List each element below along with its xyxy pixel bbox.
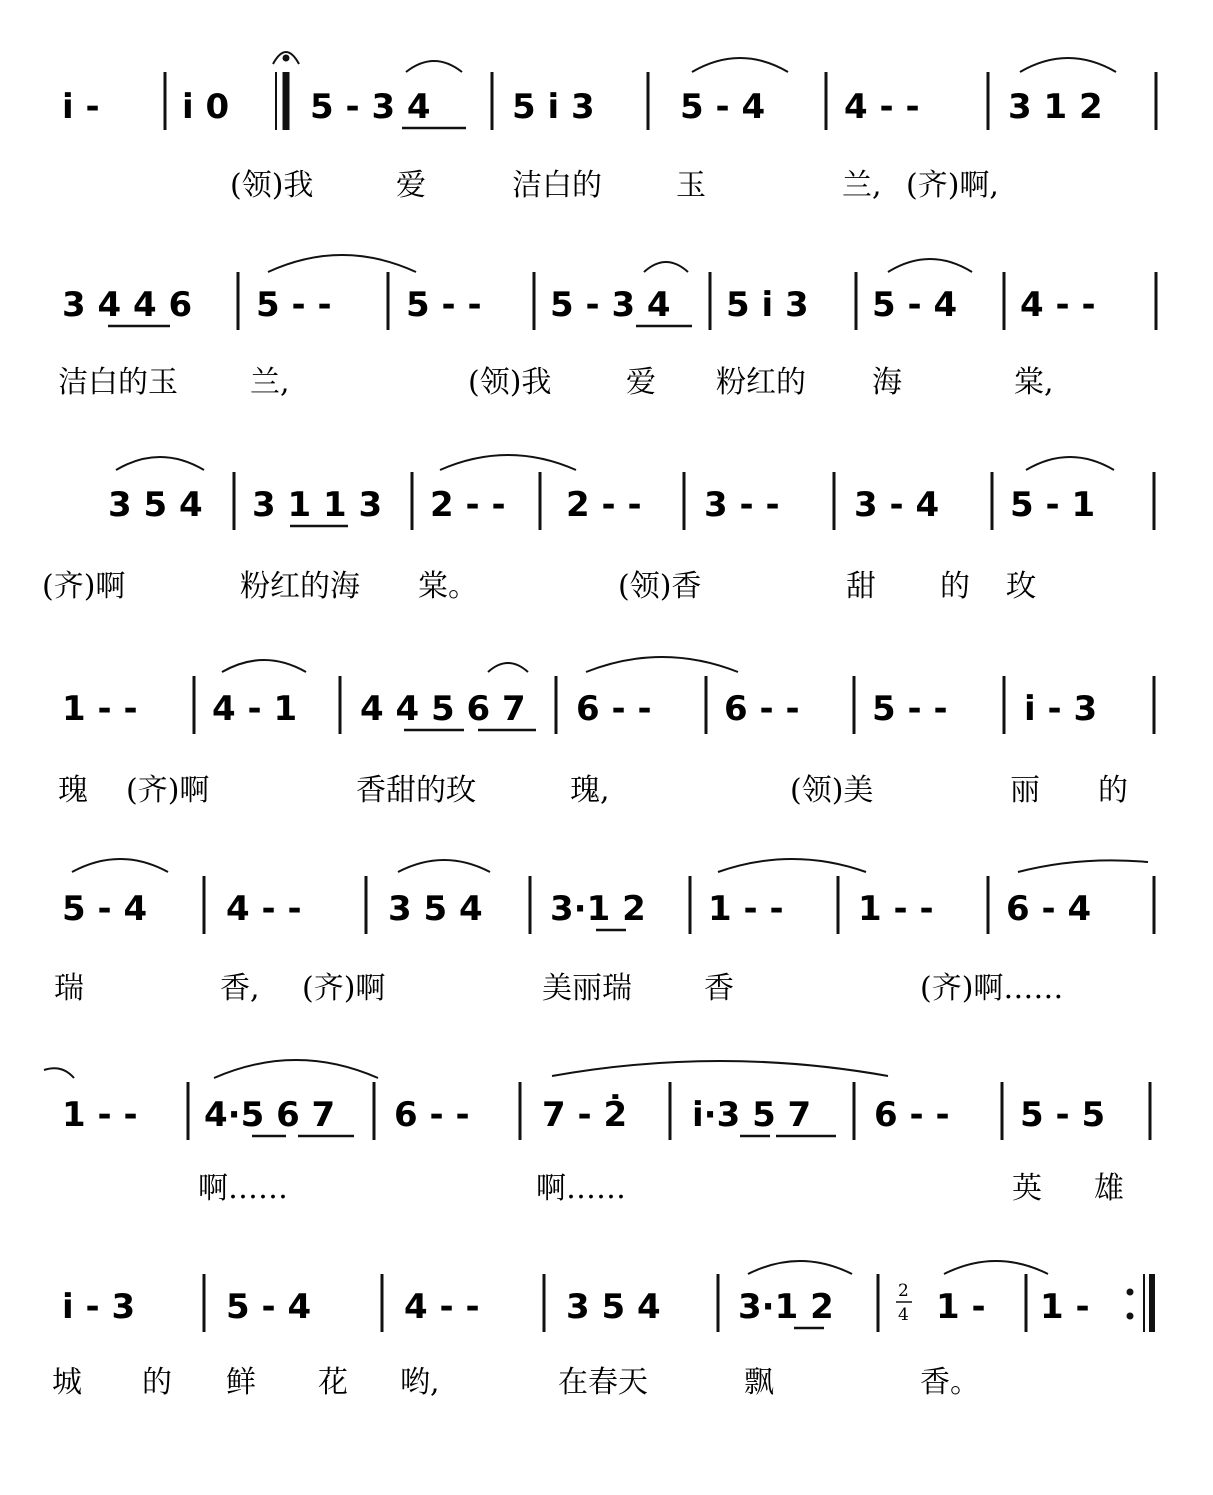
notes-line-1: i̇ - i̇ 0 5 - 3 4 5 i̇ 3 5 - 4 4 - - 3 1 2 xyxy=(62,87,1103,127)
system-1 xyxy=(62,52,1156,203)
repeat-dots xyxy=(1127,1289,1134,1320)
lyrics-line-4: 瑰 (齐)啊 香甜的玫 瑰, (领)美 丽 的 xyxy=(58,773,1128,808)
lyrics-line-2: 洁白的玉 兰, (领)我 爱 粉红的 海 棠, xyxy=(58,365,1054,400)
system-5 xyxy=(54,859,1154,1006)
time-signature-denominator: 4 xyxy=(898,1305,909,1325)
slurs-7 xyxy=(748,1261,1048,1274)
notes-line-3: 3 5 4 3 1 1 3 2 - - 2 - - 3 - - 3 - 4 5 - 1 xyxy=(108,485,1096,525)
system-4 xyxy=(58,657,1154,808)
slurs-3 xyxy=(116,455,1114,470)
notes-line-6: 1 - - 4·5 6 7 6 - - 7 - 2̇ i̇·3 5 7 6 - - 5 - 5 xyxy=(62,1095,1106,1135)
system-2 xyxy=(58,255,1156,400)
time-signature-numerator: 2 xyxy=(898,1281,909,1301)
time-signature xyxy=(896,1281,912,1325)
lyrics-line-6: 啊…… 啊…… 英 雄 xyxy=(198,1171,1124,1206)
lyrics-line-3: (齐)啊 粉红的海 棠。 (领)香 甜 的 玫 xyxy=(42,569,1036,604)
notes-line-7: i̇ - 3 5 - 4 4 - - 3 5 4 3·1 2 1 - 1 - xyxy=(62,1287,1090,1327)
barlines-2 xyxy=(238,272,1156,330)
slurs-5 xyxy=(72,859,1148,872)
lyrics-line-7: 城 的 鲜 花 哟, 在春天 飘 香。 xyxy=(52,1365,980,1400)
lyrics-line-5: 瑞 香, (齐)啊 美丽瑞 香 (齐)啊…… xyxy=(54,971,1064,1006)
notes-line-5: 5 - 4 4 - - 3 5 4 3·1 2 1 - - 1 - - 6 - 4 xyxy=(62,889,1092,929)
system-6 xyxy=(44,1060,1150,1206)
barlines-7 xyxy=(204,1274,1152,1332)
system-3 xyxy=(42,455,1154,604)
notes-line-4: 1 - - 4 - 1 4 4 5 6 7 6 - - 6 - - 5 - - i̇ - 3 xyxy=(62,689,1098,729)
slurs-1 xyxy=(273,52,1116,72)
slurs-6 xyxy=(44,1060,888,1078)
slurs-4 xyxy=(222,657,738,672)
system-7 xyxy=(52,1261,1152,1400)
lyrics-line-1: (领)我 爱 洁白的 玉 兰, (齐)啊, xyxy=(230,168,999,203)
slurs-2 xyxy=(268,255,972,272)
notes-line-2: 3 4 4 6 5 - - 5 - - 5 - 3 4 5 i̇ 3 5 - 4 4 - - xyxy=(62,285,1096,325)
barlines-4 xyxy=(194,676,1154,734)
